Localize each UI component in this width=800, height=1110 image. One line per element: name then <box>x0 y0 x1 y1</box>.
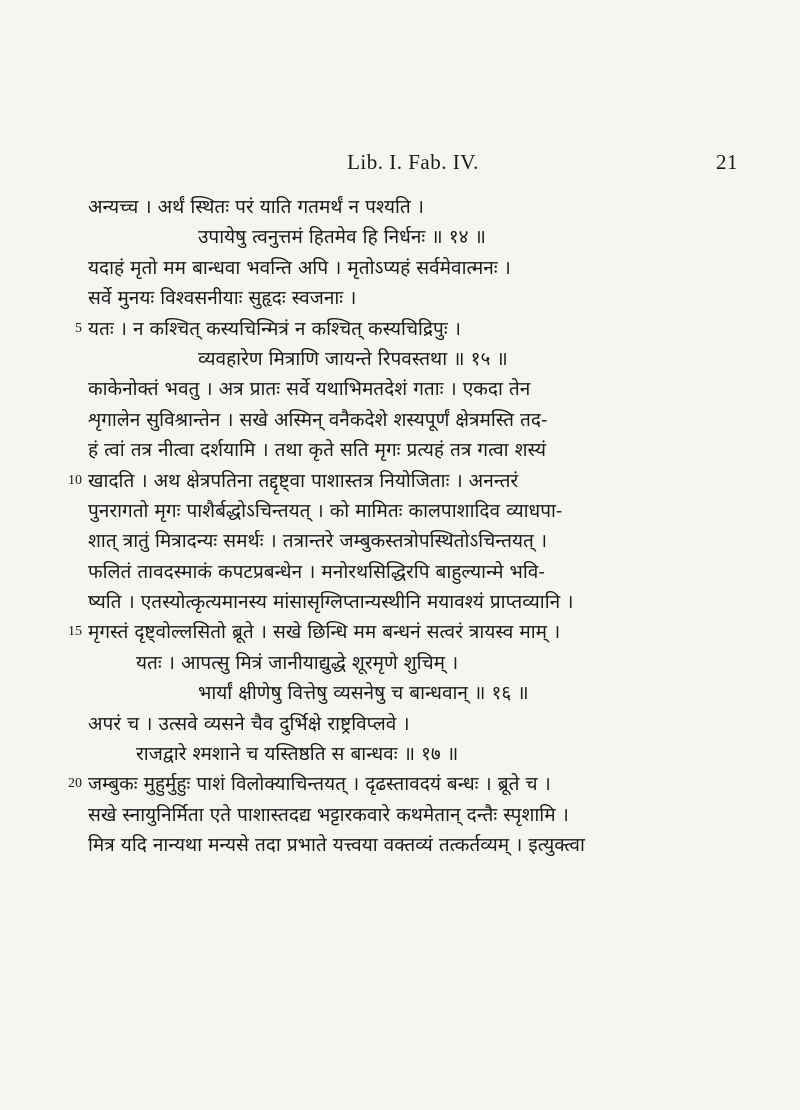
text-line <box>88 557 748 587</box>
text-line <box>68 617 748 647</box>
text-line <box>88 374 748 404</box>
text-line <box>88 709 748 739</box>
line-number: 10 <box>68 472 82 488</box>
text-line <box>88 526 748 556</box>
line-text: मित्र यदि नान्यथा मन्यसे तदा प्रभाते यत्त्वया वक्तव्यं तत्कर्तव्यम् । इत्युक्त्वा <box>88 834 585 857</box>
text-line <box>88 435 748 465</box>
line-text: ष्यति । एतस्योत्कृत्यमानस्य मांसासृग्लिप्तान्यस्थीनि मयावश्यं प्राप्तव्यानि । <box>88 591 574 614</box>
line-text: उपायेषु त्वनुत्तमं हितमेव हि निर्धनः ॥ १४ ॥ <box>198 226 486 249</box>
line-text: पुनरागतो मृगः पाशैर्बद्धोऽचिन्तयत् । को मामितः कालपाशादिव व्याधपा- <box>88 499 563 522</box>
line-text: यतः । आपत्सु मित्रं जानीयाद्युद्धे शूरमृणे शुचिम् । <box>136 651 459 674</box>
text-line <box>88 800 748 830</box>
line-text: अपरं च । उत्सवे व्यसने चैव दुर्भिक्षे राष्ट्रविप्लवे । <box>88 712 410 735</box>
line-number: 15 <box>68 624 82 640</box>
line-text: राजद्वारे श्मशाने च यस्तिष्ठति स बान्धवः ॥ १७ ॥ <box>136 743 459 766</box>
line-text: शृगालेन सुविश्रान्तेन । सखे अस्मिन् वनैकदेशे शस्यपूर्णं क्षेत्रमस्ति तद- <box>88 408 548 431</box>
line-number: 5 <box>75 320 82 336</box>
line-text: व्यवहारेण मित्राणि जायन्ते रिपवस्तथा ॥ १५ ॥ <box>198 347 508 370</box>
line-text: फलितं तावदस्माकं कपटप्रबन्धेन । मनोरथसिद्धिरपि बाहुल्यान्मे भवि- <box>88 560 545 583</box>
line-text: यतः । न कश्चित् कस्यचिन्मित्रं न कश्चित् कस्यचिद्रिपुः । <box>88 317 461 340</box>
page-number: 21 <box>716 150 738 174</box>
text-line <box>88 192 748 222</box>
text-line <box>75 314 748 344</box>
text-line <box>68 466 748 496</box>
line-text: हं त्वां तत्र नीत्वा दर्शयामि । तथा कृते सति मृगः प्रत्यहं तत्र गत्वा शस्यं <box>88 439 546 462</box>
text-line <box>68 769 748 799</box>
line-text: सखे स्नायुनिर्मिता एते पाशास्तदद्य भट्टारकवारे कथमेतान् दन्तैः स्पृशामि । <box>88 803 569 826</box>
line-text: सर्वे मुनयः विश्वसनीयाः सुहृदः स्वजनाः । <box>88 287 357 310</box>
running-title: Lib. I. Fab. IV. <box>347 150 479 174</box>
text-line <box>88 405 748 435</box>
line-text: अन्यच्च । अर्थं स्थितः परं याति गतमर्थं न पश्यति । <box>88 196 424 218</box>
page-header <box>88 150 738 180</box>
line-text: भार्यां क्षीणेषु वित्तेषु व्यसनेषु च बान्धवान् ॥ १६ ॥ <box>198 682 529 705</box>
text-line <box>88 222 748 252</box>
text-line <box>88 678 748 708</box>
sanskrit-text-block <box>68 192 748 861</box>
line-text: यदाहं मृतो मम बान्धवा भवन्ति अपि । मृतोऽप्यहं सर्वमेवात्मनः । <box>88 256 511 279</box>
text-line <box>88 253 748 283</box>
line-number: 20 <box>68 776 82 792</box>
text-line <box>88 283 748 313</box>
line-text: जम्बुकः मुहुर्मुहुः पाशं विलोक्याचिन्तयत् । दृढस्तावदयं बन्धः । ब्रूते च । <box>88 773 551 796</box>
text-line <box>88 587 748 617</box>
text-line <box>88 496 748 526</box>
line-text: मृगस्तं दृष्ट्वोल्लसितो ब्रूते । सखे छिन्धि मम बन्धनं सत्वरं त्रायस्व माम् । <box>88 621 561 644</box>
text-line <box>88 739 748 769</box>
text-line <box>88 344 748 374</box>
line-text: खादति । अथ क्षेत्रपतिना तद्दृष्ट्वा पाशास्तत्र नियोजिताः । अनन्तरं <box>88 469 519 492</box>
text-line <box>88 830 748 860</box>
line-text: शात् त्रातुं मित्रादन्यः समर्थः । तत्रान्तरे जम्बुकस्तत्रोपस्थितोऽचिन्तयत् । <box>88 530 548 553</box>
text-line <box>88 648 748 678</box>
line-text: काकेनोक्तं भवतु । अत्र प्रातः सर्वे यथाभिमतदेशं गताः । एकदा तेन <box>88 378 531 401</box>
